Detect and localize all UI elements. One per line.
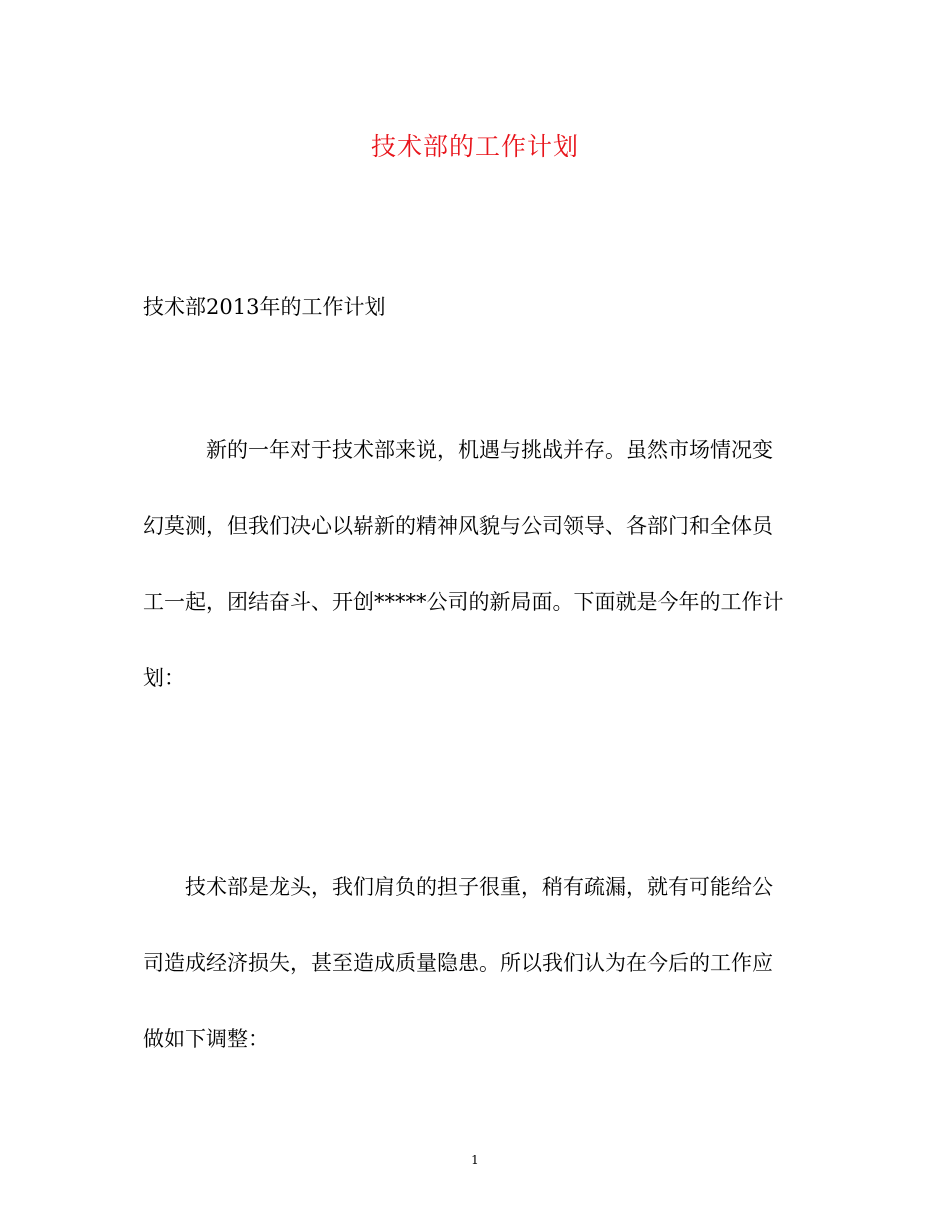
paragraph-line: 新的一年对于技术部来说，机遇与挑战并存。虽然市场情况变 — [206, 438, 773, 462]
paragraph-line: 划： — [143, 666, 185, 690]
paragraph-intro — [143, 435, 808, 739]
paragraph-line: 幻莫测，但我们决心以崭新的精神风貌与公司领导、各部门和全体员 — [143, 514, 773, 538]
paragraph-line: 做如下调整： — [143, 1027, 269, 1051]
paragraph-line: 技术部是龙头，我们肩负的担子很重，稍有疏漏，就有可能给公 — [185, 875, 773, 899]
paragraph-line: 司造成经济损失，甚至造成质量隐患。所以我们认为在今后的工作应 — [143, 951, 773, 975]
page-number: 1 — [471, 1153, 479, 1167]
document-subtitle: 技术部2013年的工作计划 — [143, 295, 386, 319]
paragraph-adjustments — [143, 872, 808, 1100]
document-title: 技术部的工作计划 — [370, 132, 579, 161]
paragraph-line: 工一起，团结奋斗、开创*****公司的新局面。下面就是今年的工作计 — [143, 590, 784, 614]
